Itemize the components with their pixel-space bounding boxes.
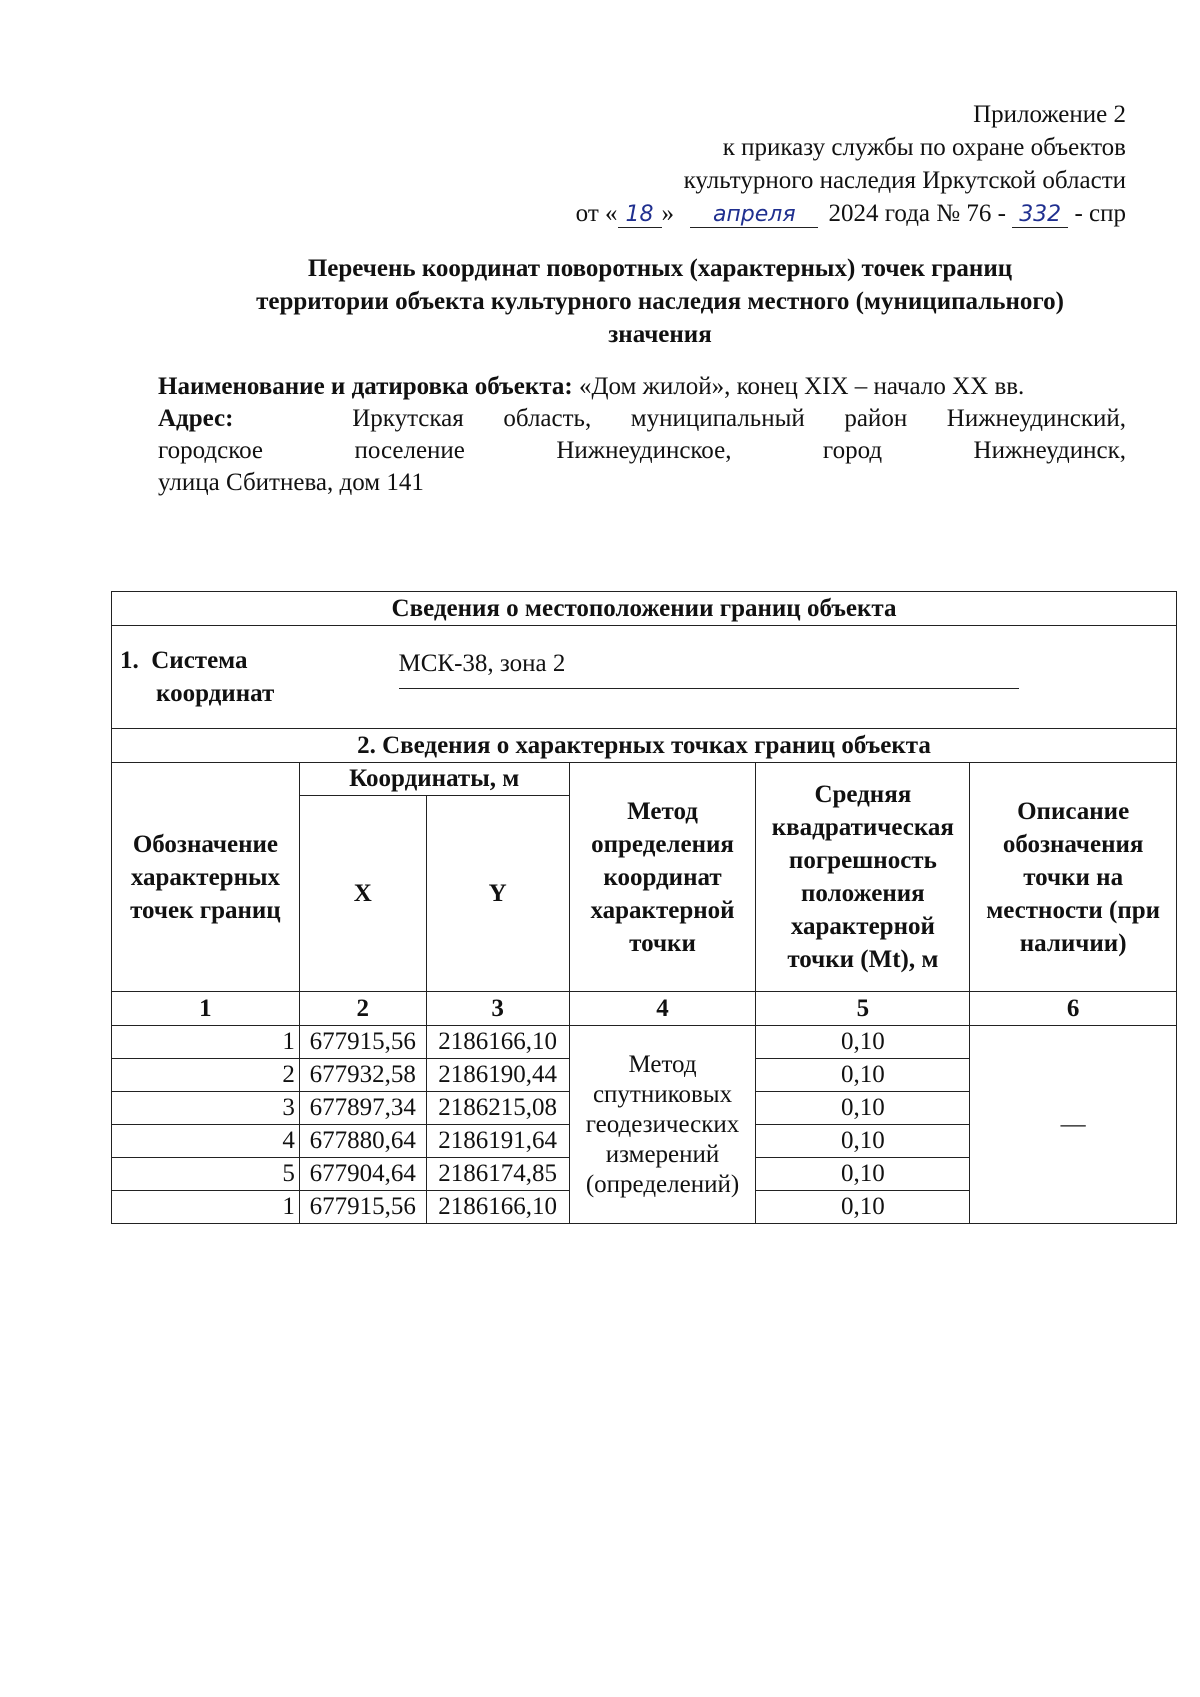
address-line-3: улица Сбитнева, дом 141 — [158, 469, 424, 496]
address-line-2: городское поселение Нижнеудинское, город Нижнеудинск, — [158, 437, 1126, 464]
order-suffix: - спр — [1074, 200, 1126, 227]
date-prefix: от « — [575, 200, 618, 227]
appendix-title: Приложение 2 — [973, 101, 1126, 128]
point-error: 0,10 — [756, 1191, 970, 1224]
col-error-header: Средняя квадратическая погрешность положения характерной точки (Mt), м — [756, 763, 970, 992]
point-x: 677915,56 — [299, 1026, 426, 1059]
col-number: 5 — [756, 992, 970, 1026]
document-title — [120, 252, 1200, 351]
col-number: 1 — [112, 992, 300, 1026]
point-id: 5 — [112, 1158, 300, 1191]
point-x: 677897,34 — [299, 1092, 426, 1125]
col-coords-header: Координаты, м — [299, 763, 569, 796]
coordinate-system-label — [114, 644, 274, 710]
handwritten-order-number: 332 — [1012, 203, 1068, 228]
object-info — [158, 371, 1126, 499]
point-x: 677880,64 — [299, 1125, 426, 1158]
point-y: 2186215,08 — [426, 1092, 569, 1125]
point-error: 0,10 — [756, 1059, 970, 1092]
point-y: 2186166,10 — [426, 1026, 569, 1059]
point-error: 0,10 — [756, 1158, 970, 1191]
date-mid: » — [661, 200, 675, 227]
point-y: 2186174,85 — [426, 1158, 569, 1191]
col-number: 4 — [569, 992, 756, 1026]
points-section-title: 2. Сведения о характерных точках границ объекта — [112, 729, 1177, 763]
system-label-line-1: 1. Система — [120, 647, 248, 674]
point-error: 0,10 — [756, 1125, 970, 1158]
col-method-header: Метод определения координат характерной точки — [569, 763, 756, 992]
address-label: Адрес: — [158, 405, 234, 432]
point-id: 1 — [112, 1191, 300, 1224]
point-x: 677915,56 — [299, 1191, 426, 1224]
point-x: 677904,64 — [299, 1158, 426, 1191]
object-name-label: Наименование и датировка объекта: — [158, 373, 573, 400]
system-label-line-2: координат — [156, 680, 275, 707]
title-line-3: значения — [608, 321, 712, 348]
point-id: 4 — [112, 1125, 300, 1158]
point-id: 2 — [112, 1059, 300, 1092]
object-name — [158, 371, 1126, 403]
col-number: 3 — [426, 992, 569, 1026]
col-number: 6 — [970, 992, 1177, 1026]
method-cell: Метод спутниковых геодезических измерений (определений) — [569, 1026, 756, 1224]
col-number: 2 — [299, 992, 426, 1026]
handwritten-day: 18 — [618, 203, 662, 228]
description-cell: — — [970, 1026, 1177, 1224]
point-id: 3 — [112, 1092, 300, 1125]
coordinate-system-value: МСК-38, зона 2 — [399, 650, 1019, 689]
point-error: 0,10 — [756, 1092, 970, 1125]
point-x: 677932,58 — [299, 1059, 426, 1092]
handwritten-month: апреля — [690, 203, 818, 228]
col-y-header: Y — [426, 796, 569, 992]
table-row — [112, 1026, 1177, 1059]
point-error: 0,10 — [756, 1026, 970, 1059]
point-y: 2186190,44 — [426, 1059, 569, 1092]
appendix-header — [576, 98, 1126, 230]
column-numbers-row — [112, 992, 1177, 1026]
point-y: 2186166,10 — [426, 1191, 569, 1224]
point-y: 2186191,64 — [426, 1125, 569, 1158]
appendix-agency-line: культурного наследия Иркутской области — [683, 167, 1126, 194]
object-name-value: «Дом жилой», конец XIX – начало XX вв. — [578, 373, 1025, 400]
col-point-header: Обозначение характерных точек границ — [112, 763, 300, 992]
appendix-order-line: к приказу службы по охране объектов — [722, 134, 1126, 161]
title-line-1: Перечень координат поворотных (характерных) точек границ — [307, 255, 1013, 282]
point-id: 1 — [112, 1026, 300, 1059]
section-title: Сведения о местоположении границ объекта — [112, 592, 1177, 626]
coordinate-system-row — [112, 626, 1177, 729]
col-x-header: X — [299, 796, 426, 992]
address-line-1 — [158, 403, 1126, 435]
col-desc-header: Описание обозначения точки на местности (при наличии) — [970, 763, 1177, 992]
title-line-2: территории объекта культурного наследия местного (муниципального) — [256, 288, 1064, 315]
address-text-1: Иркутская область, муниципальный район Нижнеудинский, — [352, 405, 1126, 432]
appendix-date-line — [576, 197, 1126, 230]
date-year-text: 2024 года № 76 - — [828, 200, 1006, 227]
boundary-table — [111, 591, 1177, 1224]
